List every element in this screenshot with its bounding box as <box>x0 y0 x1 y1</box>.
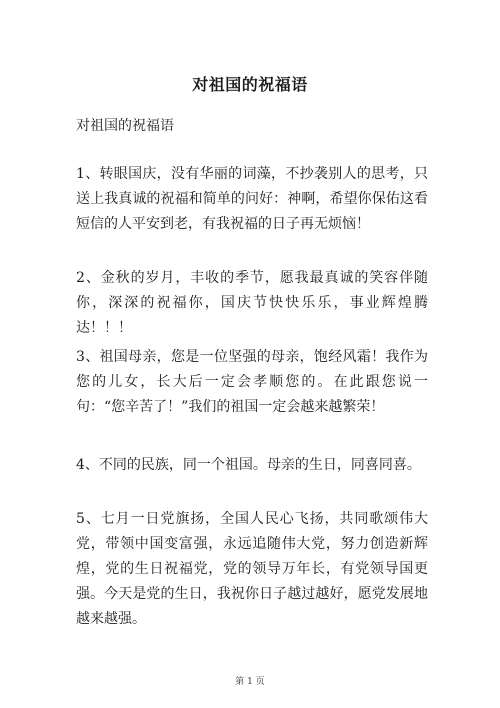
paragraph-3: 3、祖国母亲，您是一位坚强的母亲，饱经风霜！我作为您的儿女，长大后一定会孝顺您的。在此跟您说一句：“您辛苦了！”我们的祖国一定会越来越繁荣！ <box>76 349 428 415</box>
paragraph-2: 2、金秋的岁月，丰收的季节，愿我最真诚的笑容伴随你，深深的祝福你，国庆节快快乐乐，事业辉煌腾达！！！ <box>76 270 428 336</box>
document-subtitle: 对祖国的祝福语 <box>76 118 174 134</box>
paragraph-1: 1、转眼国庆，没有华丽的词藻，不抄袭别人的思考，只送上我真诚的祝福和简单的问好：神啊，希望你保佑这看短信的人平安到老，有我祝福的日子再无烦恼！ <box>76 166 428 232</box>
paragraph-4: 4、不同的民族，同一个祖国。母亲的生日，同喜同喜。 <box>76 457 421 473</box>
page-number: 第 1 页 <box>235 677 265 687</box>
paragraph-5: 5、七月一日党旗扬，全国人民心飞扬，共同歌颂伟大党，带领中国变富强，永远追随伟大党，努力创造新辉煌，党的生日祝福党，党的领导万年长，有党领导国更强。今天是党的生日，我祝你日子越过越好，愿党发展地越来越强。 <box>76 511 428 627</box>
page-title: 对祖国的祝福语 <box>192 75 308 94</box>
